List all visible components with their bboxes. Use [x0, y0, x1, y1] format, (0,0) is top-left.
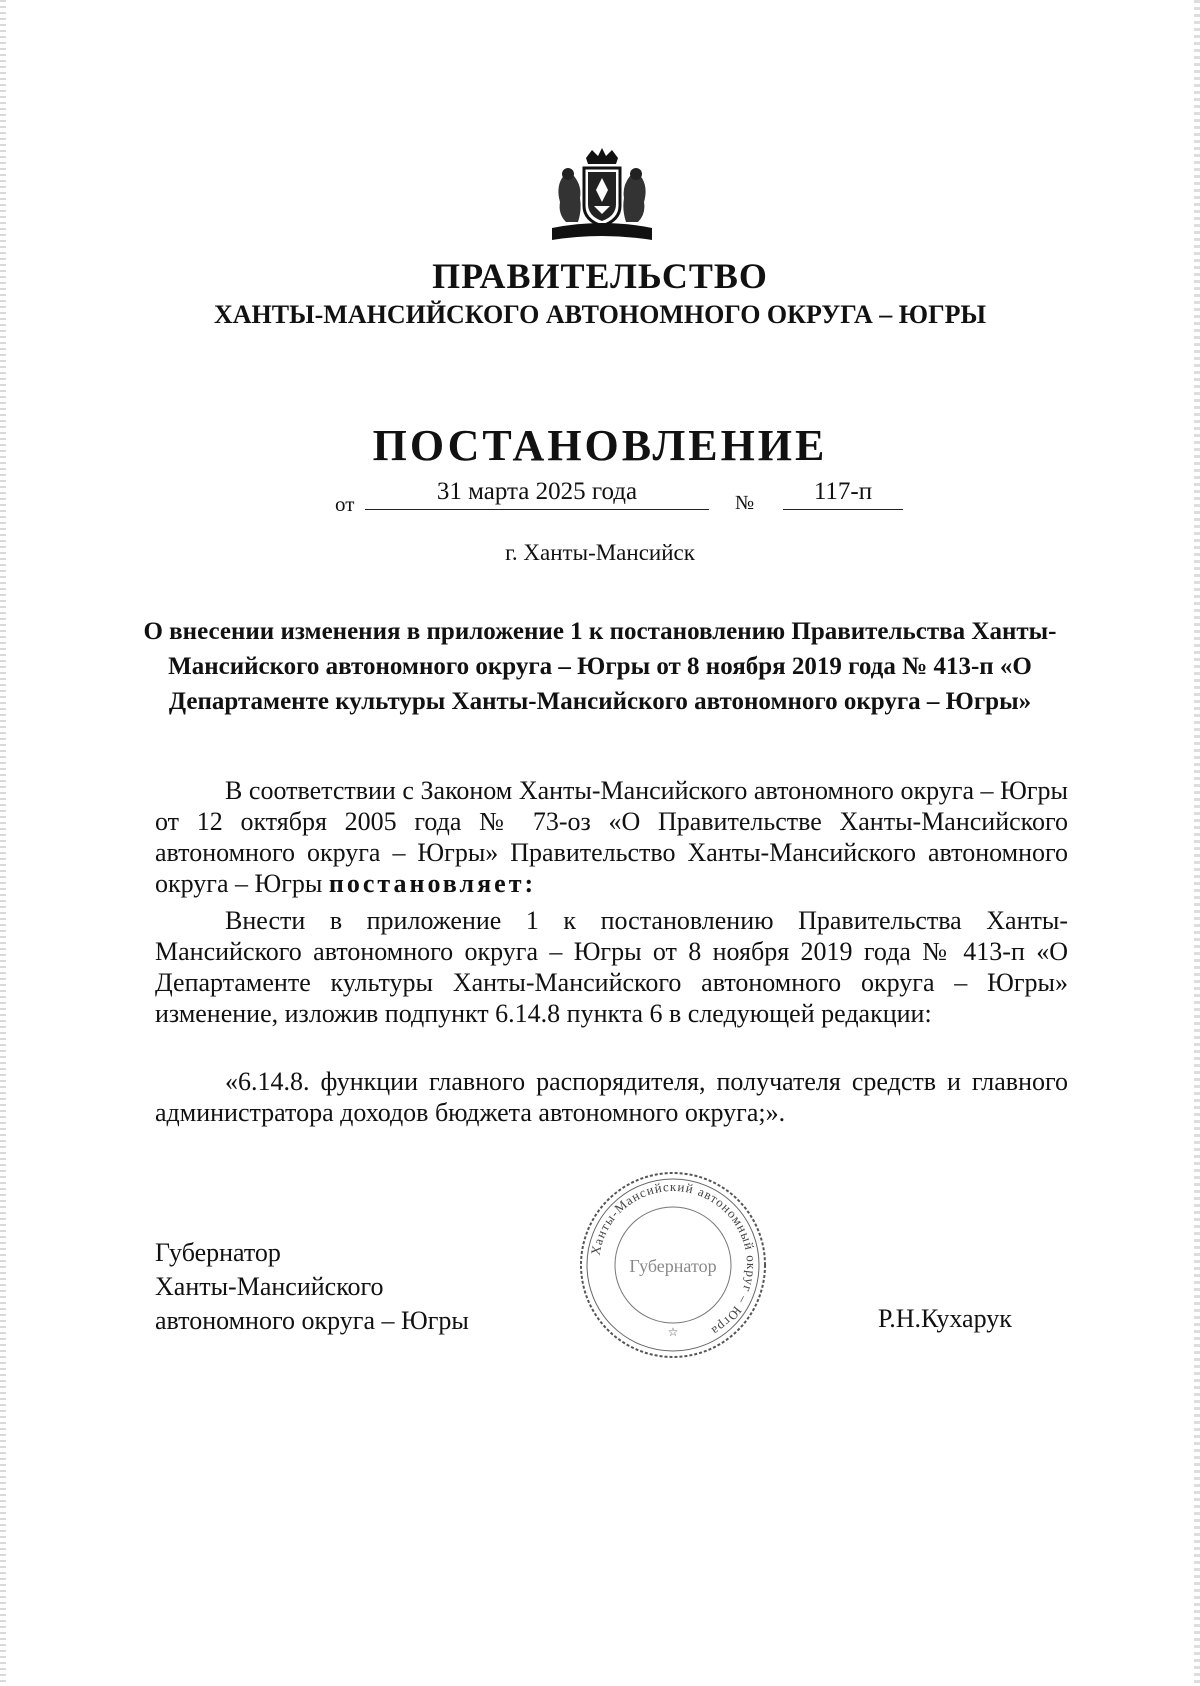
signatory-title-line-2: Ханты-Мансийского: [155, 1272, 384, 1301]
region-title: ХАНТЫ-МАНСИЙСКОГО АВТОНОМНОГО ОКРУГА – ЮГРЫ: [213, 300, 987, 329]
number-prefix: №: [735, 492, 755, 514]
scan-edge-right: [1194, 0, 1200, 1686]
coat-of-arms-icon: [548, 148, 656, 244]
date-number-line: [335, 478, 875, 518]
decree-keyword: постановляет:: [328, 869, 537, 898]
signatory-title-line-3: автономного округа – Югры: [155, 1306, 469, 1335]
document-number: 117-п: [783, 478, 903, 510]
document-heading: О внесении изменения в приложение 1 к постановлению Правительства Ханты-Мансийского автономного округа – Югры от 8 ноября 2019 года № 413-п «О Департаменте культуры Ханты-Мансийского автономного округа – Югры»: [143, 618, 1057, 715]
signatory-title-line-1: Губернатор: [155, 1238, 281, 1267]
amendment-text-paragraph: «6.14.8. функции главного распорядителя, получателя средств и главного администратора доходов бюджета автономного округа;».: [155, 1067, 1068, 1127]
amendment-paragraph: Внести в приложение 1 к постановлению Правительства Ханты-Мансийского автономного округа – Югры от 8 ноября 2019 года № 413-п «О Департаменте культуры Ханты-Мансийского автономного округа – Югры» изменение, изложив подпункт 6.14.8 пункта 6 в следующей редакции:: [155, 906, 1068, 1028]
government-title: ПРАВИТЕЛЬСТВО: [432, 256, 768, 296]
seal-star-icon: ☆: [667, 1325, 679, 1339]
seal-center-text: Губернатор: [629, 1256, 717, 1276]
seal-ring-text: Ханты-Мансийский автономный округ – Югра: [587, 1178, 760, 1340]
preamble-text: В соответствии с Законом Ханты-Мансийского автономного округа – Югры от 12 октября 2005 года № 73-оз «О Правительстве Ханты-Мансийского автономного округа – Югры» Правительство Ханты-Мансийского автономного округа – Югры: [155, 776, 1068, 898]
signatory-name: Р.Н.Кухарук: [878, 1304, 1012, 1333]
official-seal: [578, 1170, 768, 1360]
scan-edge-left: [0, 0, 6, 1686]
signatory-title: [155, 1236, 469, 1338]
document-date: 31 марта 2025 года: [365, 478, 709, 510]
date-prefix: от: [335, 492, 355, 516]
preamble-paragraph: [155, 775, 1068, 899]
city: г. Ханты-Мансийск: [505, 540, 695, 565]
document-type: ПОСТАНОВЛЕНИЕ: [372, 421, 828, 470]
